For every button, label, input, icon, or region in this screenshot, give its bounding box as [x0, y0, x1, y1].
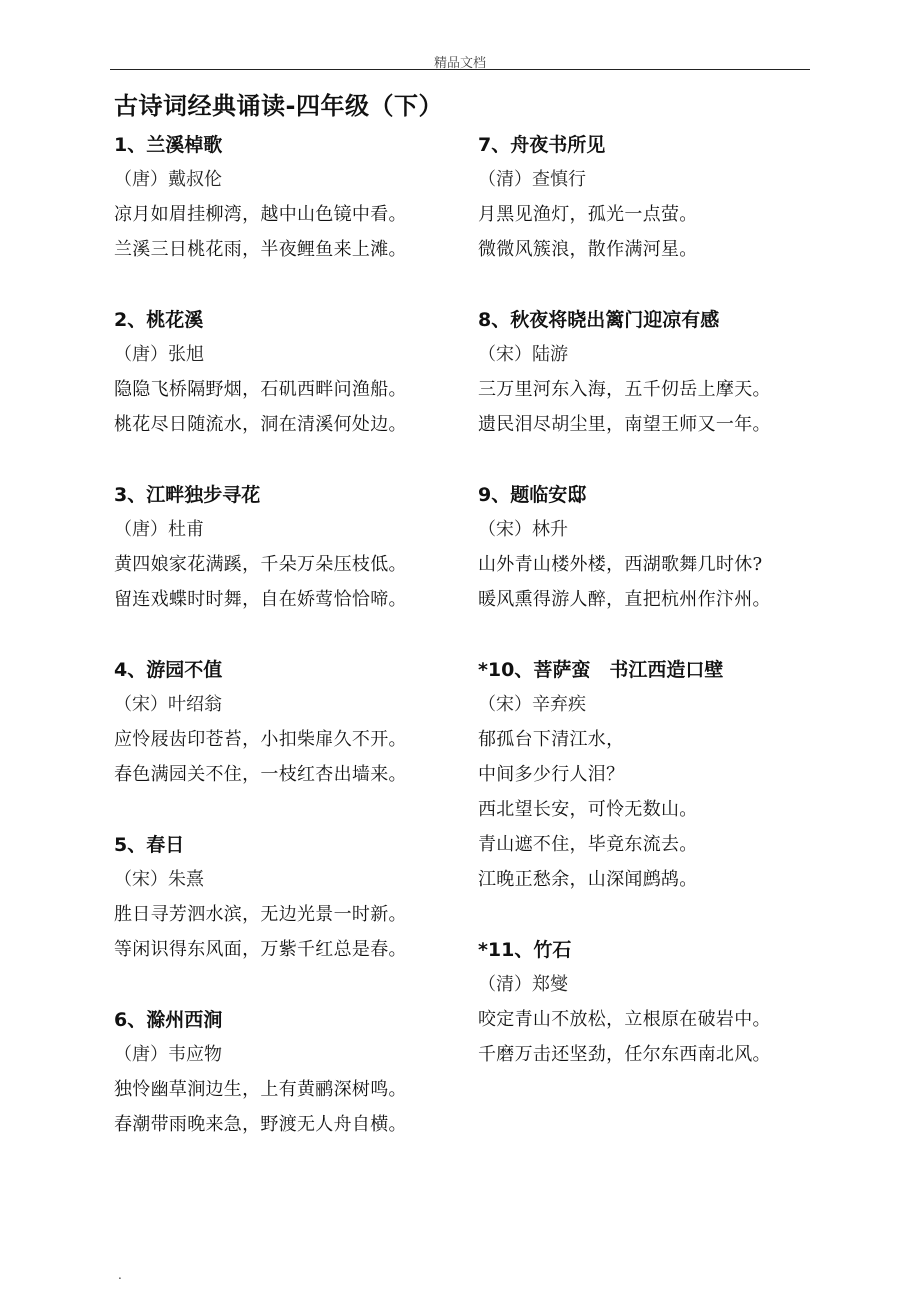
poem-title: 4、游园不值	[114, 659, 223, 681]
poem-title: 7、舟夜书所见	[478, 134, 606, 156]
poem-title: 8、秋夜将晓出篱门迎凉有感	[478, 309, 720, 331]
poem-line: 应怜屐齿印苍苔，小扣柴扉久不开。	[114, 729, 407, 750]
poem-block	[114, 1003, 464, 1142]
poem-block	[478, 303, 828, 442]
poem-line: 青山遮不住，毕竟东流去。	[478, 834, 698, 855]
header-rule	[110, 69, 810, 70]
left-column	[114, 128, 464, 1142]
poem-title: 6、滁州西涧	[114, 1009, 223, 1031]
poem-block	[478, 653, 828, 897]
poem-line: 咬定青山不放松，立根原在破岩中。	[478, 1009, 771, 1030]
poem-author: （清）郑燮	[478, 974, 568, 995]
poem-line: 千磨万击还坚劲，任尔东西南北风。	[478, 1044, 771, 1065]
footer-mark: .	[118, 1268, 122, 1282]
poem-line: 等闲识得东风面，万紫千红总是春。	[114, 939, 407, 960]
poem-line: 黄四娘家花满蹊，千朵万朵压枝低。	[114, 554, 407, 575]
poem-title: 2、桃花溪	[114, 309, 204, 331]
poem-line: 兰溪三日桃花雨，半夜鲤鱼来上滩。	[114, 239, 407, 260]
poem-line: 凉月如眉挂柳湾，越中山色镜中看。	[114, 204, 407, 225]
poem-title: 5、春日	[114, 834, 185, 856]
poem-block	[478, 128, 828, 267]
poem-line: 月黑见渔灯，孤光一点萤。	[478, 204, 698, 225]
poem-block	[114, 478, 464, 617]
poem-title: 3、江畔独步寻花	[114, 484, 261, 506]
poem-author: （唐）戴叔伦	[114, 169, 222, 190]
poem-author: （唐）张旭	[114, 344, 204, 365]
poem-line: 中间多少行人泪？	[478, 764, 625, 785]
poem-block	[114, 653, 464, 792]
page-title: 古诗词经典诵读-四年级（下）	[114, 92, 443, 120]
poem-line: 西北望长安，可怜无数山。	[478, 799, 698, 820]
poem-title: *10、菩萨蛮 书江西造口壁	[478, 659, 724, 681]
poem-line: 隐隐飞桥隔野烟，石矶西畔问渔船。	[114, 379, 407, 400]
poem-line: 遗民泪尽胡尘里，南望王师又一年。	[478, 414, 771, 435]
poem-block	[478, 478, 828, 617]
poem-author: （唐）杜甫	[114, 519, 204, 540]
poem-line: 春潮带雨晚来急，野渡无人舟自横。	[114, 1114, 407, 1135]
poem-line: 胜日寻芳泗水滨，无边光景一时新。	[114, 904, 407, 925]
poem-author: （清）查慎行	[478, 169, 586, 190]
header-label: 精品文档	[433, 56, 486, 71]
poem-author: （宋）叶绍翁	[114, 694, 222, 715]
poem-author: （宋）辛弃疾	[478, 694, 586, 715]
poem-line: 独怜幽草涧边生，上有黄鹂深树鸣。	[114, 1079, 407, 1100]
poem-line: 山外青山楼外楼，西湖歌舞几时休?	[478, 554, 763, 575]
poem-title: *11、竹石	[478, 939, 572, 961]
poem-line: 桃花尽日随流水，洞在清溪何处边。	[114, 414, 407, 435]
poem-author: （宋）陆游	[478, 344, 568, 365]
poem-block	[114, 828, 464, 967]
right-column	[478, 128, 828, 1072]
poem-author: （宋）朱熹	[114, 869, 204, 890]
poem-line: 江晚正愁余，山深闻鹧鸪。	[478, 869, 698, 890]
poem-block	[478, 933, 828, 1072]
poem-line: 三万里河东入海，五千仞岳上摩天。	[478, 379, 771, 400]
poem-title: 9、题临安邸	[478, 484, 587, 506]
poem-title: 1、兰溪棹歌	[114, 134, 223, 156]
poem-author: （唐）韦应物	[114, 1044, 222, 1065]
poem-line: 郁孤台下清江水，	[478, 729, 625, 750]
poem-block	[114, 128, 464, 267]
poem-block	[114, 303, 464, 442]
poem-line: 春色满园关不住，一枝红杏出墙来。	[114, 764, 407, 785]
poem-line: 留连戏蝶时时舞，自在娇莺恰恰啼。	[114, 589, 407, 610]
poem-line: 暖风熏得游人醉，直把杭州作汴州。	[478, 589, 771, 610]
poem-line: 微微风簇浪，散作满河星。	[478, 239, 698, 260]
poem-author: （宋）林升	[478, 519, 568, 540]
